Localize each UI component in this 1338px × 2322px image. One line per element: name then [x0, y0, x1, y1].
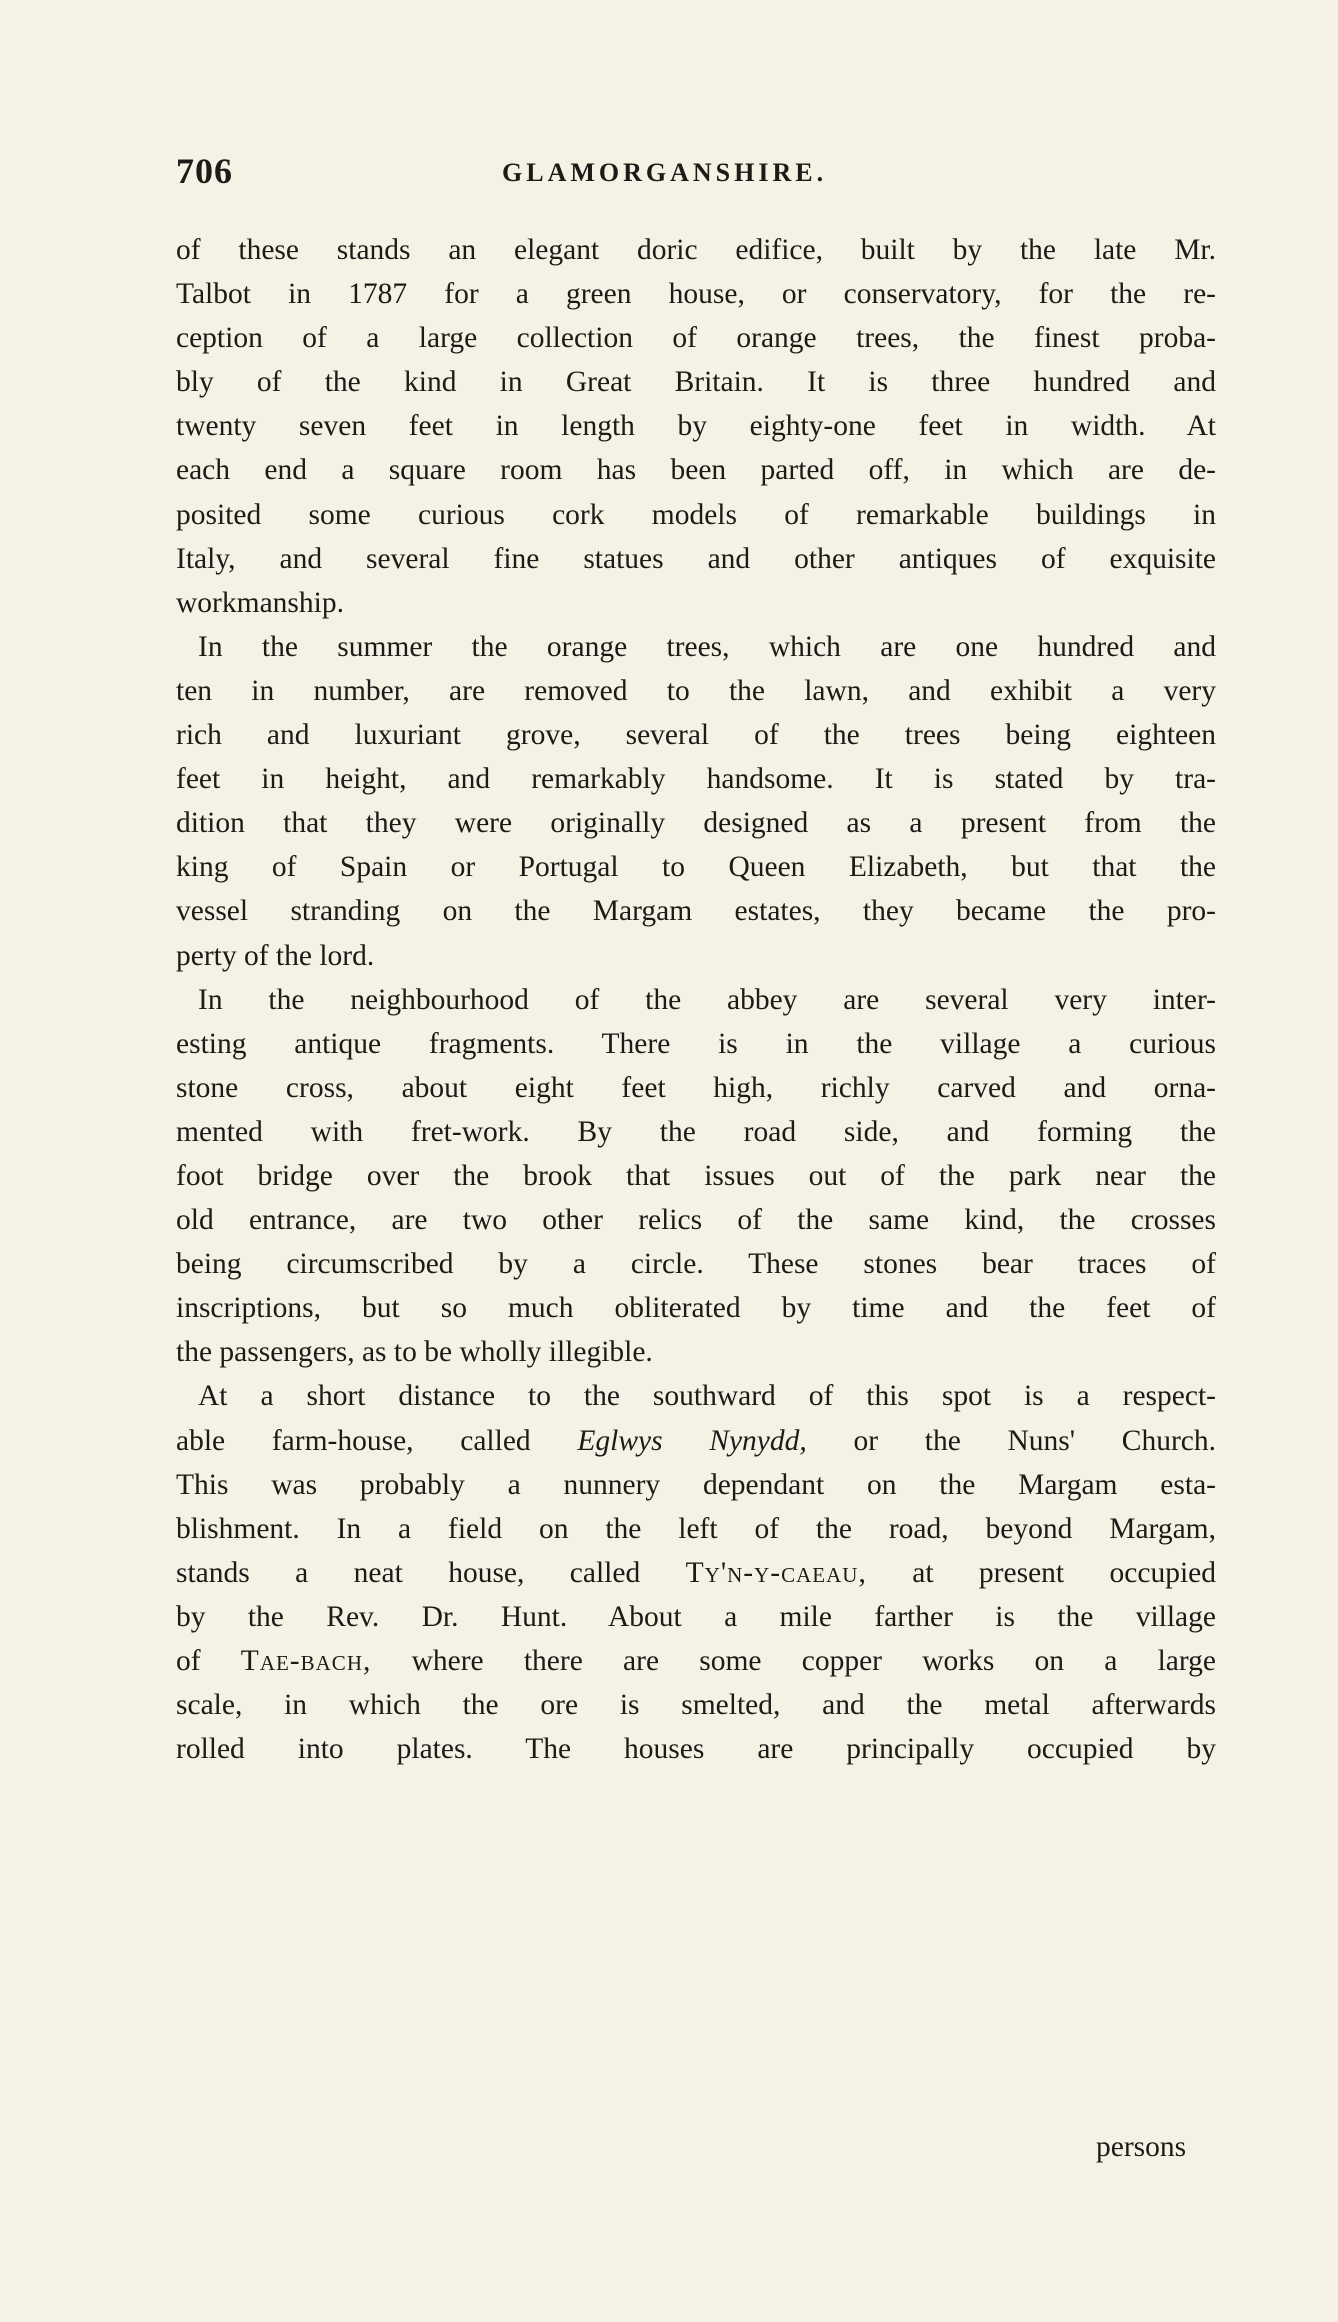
- text-segment: or the Nuns' Church.: [853, 1424, 1217, 1457]
- text-line: dition that they were originally designed as a present from the: [176, 807, 1216, 840]
- text-line-with-name: [176, 1419, 1216, 1463]
- text-line: king of Spain or Portugal to Queen Elizabeth, but that the: [176, 851, 1216, 884]
- body-text: [176, 228, 1216, 1771]
- text-line: posited some curious cork models of remarkable buildings in: [176, 498, 1216, 531]
- page-number: 706: [176, 151, 233, 191]
- text-line: Italy, and several fine statues and other antiques of exquisite: [176, 542, 1216, 575]
- catchword: persons: [1096, 2131, 1187, 2163]
- text-line: mented with fret-work. By the road side, and forming the: [176, 1115, 1216, 1148]
- text-segment: able farm-house, called: [176, 1424, 531, 1457]
- text-line: each end a square room has been parted off, in which are de-: [176, 454, 1216, 487]
- text-line: old entrance, are two other relics of the same kind, the crosses: [176, 1204, 1216, 1237]
- page-header: [176, 150, 1156, 210]
- text-line: In the neighbourhood of the abbey are several very inter-: [198, 983, 1216, 1016]
- text-line: the passengers, as to be wholly illegible.: [176, 1336, 653, 1369]
- text-segment: where there are some copper works on a large: [411, 1645, 1216, 1677]
- text-line: bly of the kind in Great Britain. It is three hundred and: [176, 366, 1216, 399]
- text-line: vessel stranding on the Margam estates, they became the pro-: [176, 895, 1216, 928]
- place-name-small-caps: Tae-bach,: [240, 1645, 372, 1677]
- text-line: At a short distance to the southward of this spot is a respect-: [198, 1380, 1216, 1413]
- text-line: ception of a large collection of orange trees, the finest proba-: [176, 322, 1216, 355]
- text-line: esting antique fragments. There is in the village a curious: [176, 1027, 1216, 1060]
- text-line: In the summer the orange trees, which are one hundred and: [198, 630, 1216, 663]
- text-line: workmanship.: [176, 586, 344, 619]
- text-line: inscriptions, but so much obliterated by time and the feet of: [176, 1292, 1216, 1325]
- text-line: being circumscribed by a circle. These stones bear traces of: [176, 1248, 1216, 1281]
- text-line: perty of the lord.: [176, 939, 375, 972]
- text-line: stone cross, about eight feet high, richly carved and orna-: [176, 1071, 1216, 1104]
- text-segment: of: [176, 1645, 201, 1677]
- text-line: feet in height, and remarkably handsome. It is stated by tra-: [176, 763, 1216, 796]
- text-line-with-name: [176, 1551, 1216, 1595]
- text-line: rolled into plates. The houses are principally occupied by: [176, 1733, 1216, 1766]
- text-line: by the Rev. Dr. Hunt. About a mile farther is the village: [176, 1600, 1216, 1633]
- text-line: This was probably a nunnery dependant on the Margam esta-: [176, 1468, 1216, 1501]
- running-title: GLAMORGANSHIRE.: [502, 158, 828, 187]
- text-segment: stands a neat house, called: [176, 1556, 641, 1589]
- text-line: rich and luxuriant grove, several of the trees being eighteen: [176, 719, 1216, 752]
- text-line: Talbot in 1787 for a green house, or conservatory, for the re-: [176, 278, 1216, 311]
- text-segment: at present occupied: [912, 1556, 1216, 1589]
- place-name-small-caps: Ty'n-y-caeau,: [685, 1556, 867, 1589]
- text-line-with-name: [176, 1639, 1216, 1683]
- text-line: foot bridge over the brook that issues out of the park near the: [176, 1159, 1216, 1192]
- text-line: ten in number, are removed to the lawn, and exhibit a very: [176, 674, 1216, 707]
- text-line: of these stands an elegant doric edifice, built by the late Mr.: [176, 234, 1216, 266]
- text-line: twenty seven feet in length by eighty-one feet in width. At: [176, 410, 1216, 443]
- place-name-italic: Eglwys Nynydd,: [577, 1424, 807, 1457]
- text-line: scale, in which the ore is smelted, and the metal afterwards: [176, 1689, 1216, 1722]
- text-line: blishment. In a field on the left of the road, beyond Margam,: [176, 1512, 1216, 1545]
